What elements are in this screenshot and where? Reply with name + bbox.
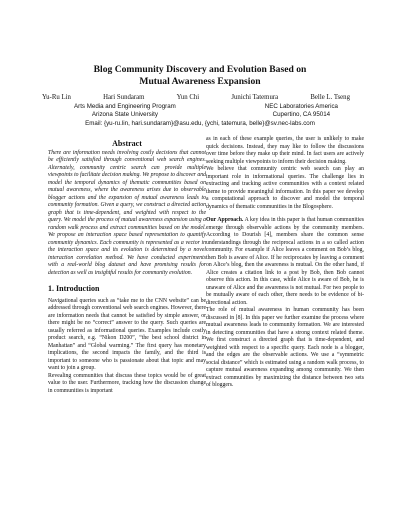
intro-paragraph: Revealing communities that discuss these topics would be of great value to the user. Furthermore, tracking how the discussion change in communities is important bbox=[48, 372, 206, 394]
paper-title bbox=[40, 64, 360, 88]
left-column bbox=[48, 140, 206, 395]
right-column bbox=[206, 136, 364, 390]
body-paragraph: as in each of these example queries, the user is unlikely to make quick decisions. Instead, they may like to follow the discussions over time before they make up their mind. In fact users are actively seeking multiple viewpoints to inform their decision making. bbox=[206, 136, 364, 165]
affiliation-line: Arizona State University bbox=[91, 111, 158, 119]
body-paragraph: The role of mutual awareness in human community has been discussed in [8]. In this paper we further examine the process where mutual awareness leads to community formation. We are interested in detecting communities that have a strong context related theme. We first construct a directed graph that is time-dependent, and weighted with respect to a specific query. Each node is a blogger, and the edges are the observable actions. We use a “symmetric social distance” which is estimated using a random walk process, to capture mutual awareness expanding among community. We then extract communities by maximizing the distance between two sets of bloggers. bbox=[206, 307, 364, 388]
affiliation-line: Cupertino, CA 95014 bbox=[272, 111, 331, 119]
approach-paragraph bbox=[206, 217, 364, 307]
author-name: Belle L. Tseng bbox=[310, 94, 350, 101]
abstract-heading: Abstract bbox=[112, 139, 142, 148]
affiliation-nec bbox=[265, 103, 338, 120]
affiliation-line: NEC Laboratories America bbox=[264, 102, 338, 110]
title-line-2: Mutual Awareness Expansion bbox=[139, 76, 261, 87]
author-name: Junichi Tatemura bbox=[231, 94, 279, 101]
title-line-1: Blog Community Discovery and Evolution Based on bbox=[93, 64, 307, 75]
author-name: Yun Chi bbox=[176, 94, 200, 101]
author-block bbox=[30, 94, 370, 128]
author-name: Yu-Ru Lin bbox=[42, 94, 71, 101]
intro-paragraph: Navigational queries such as “take me to the CNN website” can be addressed through conventional web search engines. However, there are information needs that cannot be satisfied by simple answer, or there might be no “correct” answer to the query. Such queries are usually referred as informational queries. Examples include costly product search, e.g. “Nikon D200”, “the best school district in Manhattan” and “Global warming.” The first query has monetary implications, the second impacts the family, and the third is important to someone who is passionate about that topic and may want to join a group. bbox=[48, 297, 206, 371]
affiliations bbox=[30, 103, 370, 120]
affiliation-asu bbox=[74, 103, 176, 120]
author-email: Email: {yu-ru.lin, hari.sundaram}@asu.edu, {ychi, tatemura, belle}@sv.nec-labs.com bbox=[85, 119, 315, 127]
body-paragraph: We believe that community centric web search can play an important role in informational queries. The challenge lies in extracting and tracking active communities with a context related theme to provide meaningful information. In this paper we develop a computational approach to discover and model the temporal dynamics of thematic communities in the Blogosphere. bbox=[206, 166, 364, 210]
approach-label: Our Approach. bbox=[206, 217, 244, 223]
abstract-text: There are information needs involving costly decisions that cannot be efficiently satisfied through conventional web search engines. Alternately, community centric search can provide multiple viewpoints to facilitate decision making. We propose to discover and model the temporal dynamics of thematic communities based on mutual awareness, where the awareness arises due to observable blogger actions and the expansion of mutual awareness leads to community formation. Given a query, we construct a directed action graph that is time-dependent, and weighted with respect to the query. We model the process of mutual awareness expansion using a random walk process and extract communities based on the model. We propose an interaction space based representation to quantify community dynamics. Each community is represented as a vector in the interaction space and its evolution is determined by a novel interaction correlation method. We have conducted experiments with a real-world blog dataset and have promising results for detection as well as insightful results for community evolution. bbox=[48, 149, 206, 276]
approach-text: A key idea in this paper is that human communities emerge through observable actions by the community members. According to Dourish [4], members share the common sense understandings through the reciprocal actions in a so called action community. For example if Alice leaves a comment on Bob’s blog, then Bob is aware of Alice. If he reciprocates by leaving a comment on Alice’s blog, then the awareness is mutual. On the other hand, if Alice creates a citation link to a post by Bob, then Bob cannot observe this action. In this case, while Alice is aware of Bob, he is unaware of Alice and the awareness is not mutual. For two people to be mutually aware of each other, there needs to be evidence of bi-directional action. bbox=[206, 217, 364, 306]
affiliation-line: Arts Media and Engineering Program bbox=[74, 102, 176, 110]
author-name: Hari Sundaram bbox=[103, 94, 145, 101]
section-heading-introduction: 1. Introduction bbox=[48, 284, 100, 293]
author-names bbox=[30, 94, 370, 103]
